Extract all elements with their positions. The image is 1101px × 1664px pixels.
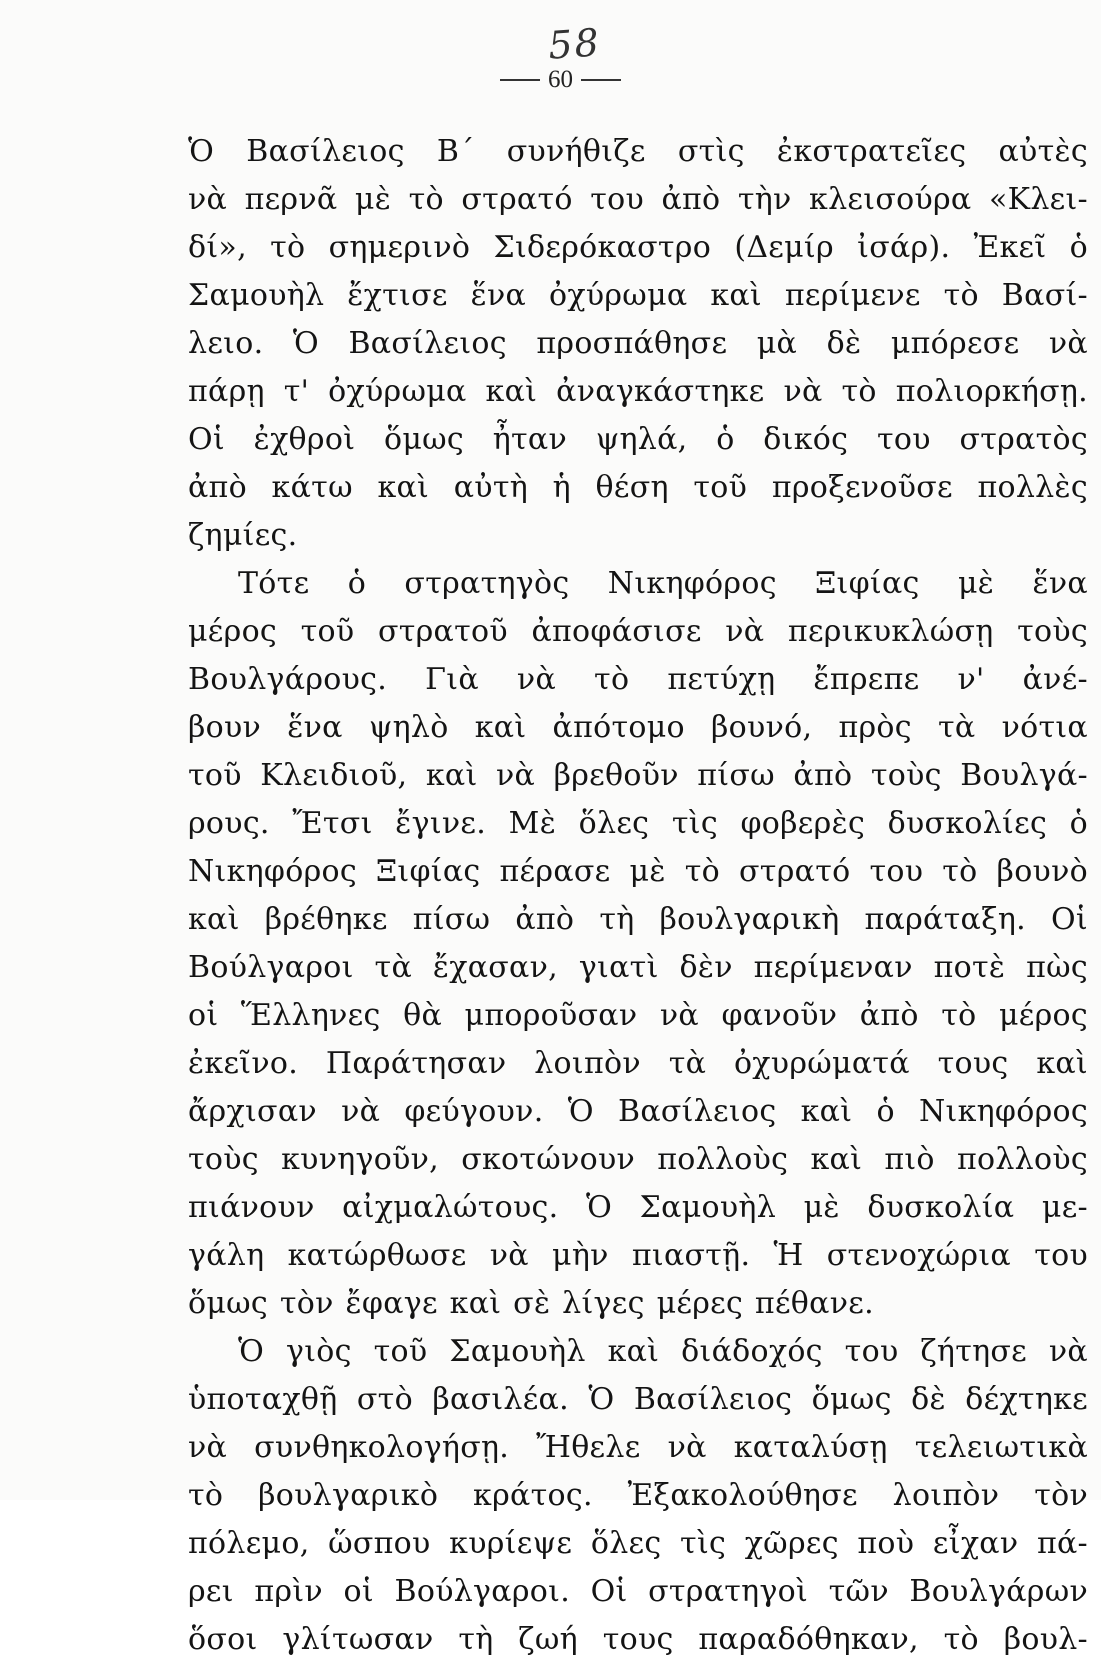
text-line: τοὺς κυνηγοῦν, σκοτώνουν πολλοὺς καὶ πιὸ πολλοὺς [188,1142,1088,1177]
text-line: ἄρχισαν νὰ φεύγουν. Ὁ Βασίλειος καὶ ὁ Νικηφόρος [188,1094,1088,1129]
text-line: ὅσοι γλίτωσαν τὴ ζωή τους παραδόθηκαν, τὸ βουλ- [188,1622,1088,1657]
text-line: Σαμουὴλ ἔχτισε ἕνα ὀχύρωμα καὶ περίμενε τὸ Βασί- [188,278,1088,313]
text-line: ρει πρὶν οἱ Βούλγαροι. Οἱ στρατηγοὶ τῶν Βουλγάρων [188,1574,1088,1609]
text-line: γάλη κατώρθωσε νὰ μὴν πιαστῇ. Ἡ στενοχώρια του [188,1238,1088,1273]
text-line: πόλεμο, ὥσπου κυρίεψε ὅλες τὶς χῶρες ποὺ εἶχαν πά- [188,1526,1088,1561]
body-text [188,128,1088,1664]
text-line: ἐκεῖνο. Παράτησαν λοιπὸν τὰ ὀχυρώματά τους καὶ [188,1046,1088,1081]
text-line: ρους. Ἔτσι ἔγινε. Μὲ ὅλες τὶς φοβερὲς δυσκολίες ὁ [188,806,1088,841]
text-line: λειο. Ὁ Βασίλειος προσπάθησε μὰ δὲ μπόρεσε νὰ [188,326,1088,361]
text-line: ἀπὸ κάτω καὶ αὐτὴ ἡ θέση τοῦ προξενοῦσε πολλὲς [188,470,1088,505]
text-line: Ὁ Βασίλειος Β΄ συνήθιζε στὶς ἐκστρατεῖες αὐτὲς [188,134,1088,169]
text-line: Οἱ ἐχθροὶ ὅμως ἦταν ψηλά, ὁ δικός του στρατὸς [188,422,1088,457]
page-header [10,66,1101,94]
text-line: τὸ βουλγαρικὸ κράτος. Ἐξακολούθησε λοιπὸν τὸν [188,1478,1088,1513]
text-line: πάρῃ τ' ὀχύρωμα καὶ ἀναγκάστηκε νὰ τὸ πολιορκήσῃ. [188,374,1088,409]
text-line: ὅμως τὸν ἔφαγε καὶ σὲ λίγες μέρες πέθανε. [188,1286,874,1321]
text-line: Τότε ὁ στρατηγὸς Νικηφόρος Ξιφίας μὲ ἕνα [238,566,1088,601]
text-line: νὰ συνθηκολογήσῃ. Ἤθελε νὰ καταλύσῃ τελειωτικὰ [188,1430,1088,1465]
text-line: Ὁ γιὸς τοῦ Σαμουὴλ καὶ διάδοχός του ζήτησε νὰ [238,1334,1088,1369]
text-line: Βουλγάρους. Γιὰ νὰ τὸ πετύχῃ ἔπρεπε ν' ἀνέ- [188,662,1088,697]
text-line: μέρος τοῦ στρατοῦ ἀποφάσισε νὰ περικυκλώσῃ τοὺς [188,614,1088,649]
printed-page-number: 60 [548,66,573,93]
text-line: τοῦ Κλειδιοῦ, καὶ νὰ βρεθοῦν πίσω ἀπὸ τοὺς Βουλγά- [188,758,1088,793]
text-line: ζημίες. [188,518,298,553]
header-dash-left [500,79,540,81]
text-line: καὶ βρέθηκε πίσω ἀπὸ τὴ βουλγαρικὴ παράταξη. Οἱ [188,902,1088,937]
text-line: ὑποταχθῇ στὸ βασιλέα. Ὁ Βασίλειος ὅμως δὲ δέχτηκε [188,1382,1088,1417]
text-line: δί», τὸ σημερινὸ Σιδερόκαστρο (Δεμίρ ἰσάρ). Ἐκεῖ ὁ [188,230,1088,265]
header-dash-right [581,79,621,81]
text-line: Βούλγαροι τὰ ἔχασαν, γιατὶ δὲν περίμεναν ποτὲ πὼς [188,950,1088,985]
text-line: νὰ περνᾶ μὲ τὸ στρατό του ἀπὸ τὴν κλεισούρα «Κλει- [188,182,1088,217]
text-line: πιάνουν αἰχμαλώτους. Ὁ Σαμουὴλ μὲ δυσκολία με- [188,1190,1088,1225]
text-line: βουν ἕνα ψηλὸ καὶ ἀπότομο βουνό, πρὸς τὰ νότια [188,710,1088,745]
text-line: οἱ Ἕλληνες θὰ μποροῦσαν νὰ φανοῦν ἀπὸ τὸ μέρος [188,998,1088,1033]
handwritten-page-number: 58 [546,20,603,68]
text-line: Νικηφόρος Ξιφίας πέρασε μὲ τὸ στρατό του τὸ βουνὸ [188,854,1088,889]
